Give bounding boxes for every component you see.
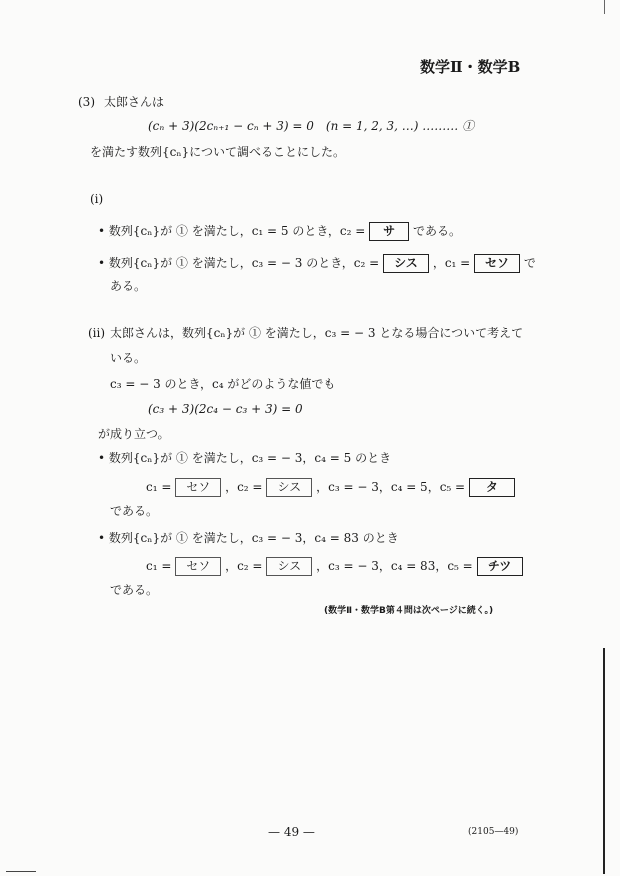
recurrence-equation: (cₙ + 3)(2cₙ₊₁ − cₙ + 3) = 0 (n = 1, 2, 3, …) ……… ① xyxy=(148,119,475,133)
part-ii-bullet-2: • 数列{cₙ}が ① を満たし，c₃ = − 3，c₄ = 83 のとき xyxy=(98,531,399,545)
answer-box-shisu-repeat-2[interactable]: シス xyxy=(266,557,312,576)
answer-box-seso-repeat-2[interactable]: セソ xyxy=(175,557,221,576)
answer-box-seso[interactable]: セソ xyxy=(474,254,520,273)
part-i-b2-end: で xyxy=(523,256,536,270)
scan-edge-line xyxy=(603,648,605,874)
part-ii-equation: (c₃ + 3)(2c₄ − c₃ + 3) = 0 xyxy=(148,402,303,416)
part-ii-b2-c1-label: c₁ = xyxy=(146,559,172,573)
part-ii-b2-values xyxy=(146,557,523,576)
part-i-bullet-2 xyxy=(98,254,536,273)
part-i-b2-continuation: ある。 xyxy=(110,279,147,293)
continue-note: (数学Ⅱ・数学B第４問は次ページに続く。) xyxy=(324,606,494,616)
scan-edge-top xyxy=(604,0,605,14)
part-ii-line-3: c₃ = − 3 のとき，c₄ がどのような値でも xyxy=(110,377,336,391)
part-i-b1-text: • 数列{cₙ}が ① を満たし，c₁ = 5 のとき，c₂ = xyxy=(98,224,366,238)
problem-intro: 太郎さんは xyxy=(104,95,165,109)
part-ii-b2-end: である。 xyxy=(110,583,159,597)
part-ii-b1-values xyxy=(146,478,515,497)
part-i-label: (i) xyxy=(90,192,104,206)
part-ii-line-4: が成り立つ。 xyxy=(98,427,170,441)
answer-box-seso-repeat[interactable]: セソ xyxy=(175,478,221,497)
part-ii-b1-c2-label: ，c₂ = xyxy=(225,480,263,494)
part-ii-b1-end: である。 xyxy=(110,504,159,518)
part-ii-b1-c1-label: c₁ = xyxy=(146,480,172,494)
page-code: (2105—49) xyxy=(468,827,519,837)
page-title: 数学Ⅱ・数学B xyxy=(420,58,521,76)
answer-box-shisu[interactable]: シス xyxy=(383,254,429,273)
part-ii-label: (ii) xyxy=(88,326,106,340)
problem-intro-2: を満たす数列{cₙ}について調べることにした。 xyxy=(90,145,345,159)
part-i-b2-text: • 数列{cₙ}が ① を満たし，c₃ = − 3 のとき，c₂ = xyxy=(98,256,380,270)
part-ii-b2-rest: ，c₃ = − 3，c₄ = 83，c₅ = xyxy=(316,559,473,573)
part-ii-b2-c2-label: ，c₂ = xyxy=(225,559,263,573)
page-number: — 49 — xyxy=(268,825,315,839)
scan-edge-bottom xyxy=(6,871,36,872)
part-ii-b1-rest: ，c₃ = − 3，c₄ = 5，c₅ = xyxy=(316,480,466,494)
problem-number: (3) xyxy=(78,95,95,109)
part-i-bullet-1 xyxy=(98,222,461,241)
answer-box-sa[interactable]: サ xyxy=(369,222,409,241)
answer-box-shisu-repeat[interactable]: シス xyxy=(266,478,312,497)
answer-box-chitsu[interactable]: チツ xyxy=(477,557,523,576)
part-ii-line-1: 太郎さんは，数列{cₙ}が ① を満たし，c₃ = − 3 となる場合について考えて xyxy=(110,326,524,340)
part-i-b2-mid: ，c₁ = xyxy=(432,256,471,270)
part-ii-line-2: いる。 xyxy=(110,351,147,365)
answer-box-ta[interactable]: タ xyxy=(469,478,515,497)
part-ii-bullet-1: • 数列{cₙ}が ① を満たし，c₃ = − 3，c₄ = 5 のとき xyxy=(98,451,392,465)
part-i-b1-end: である。 xyxy=(412,224,461,238)
